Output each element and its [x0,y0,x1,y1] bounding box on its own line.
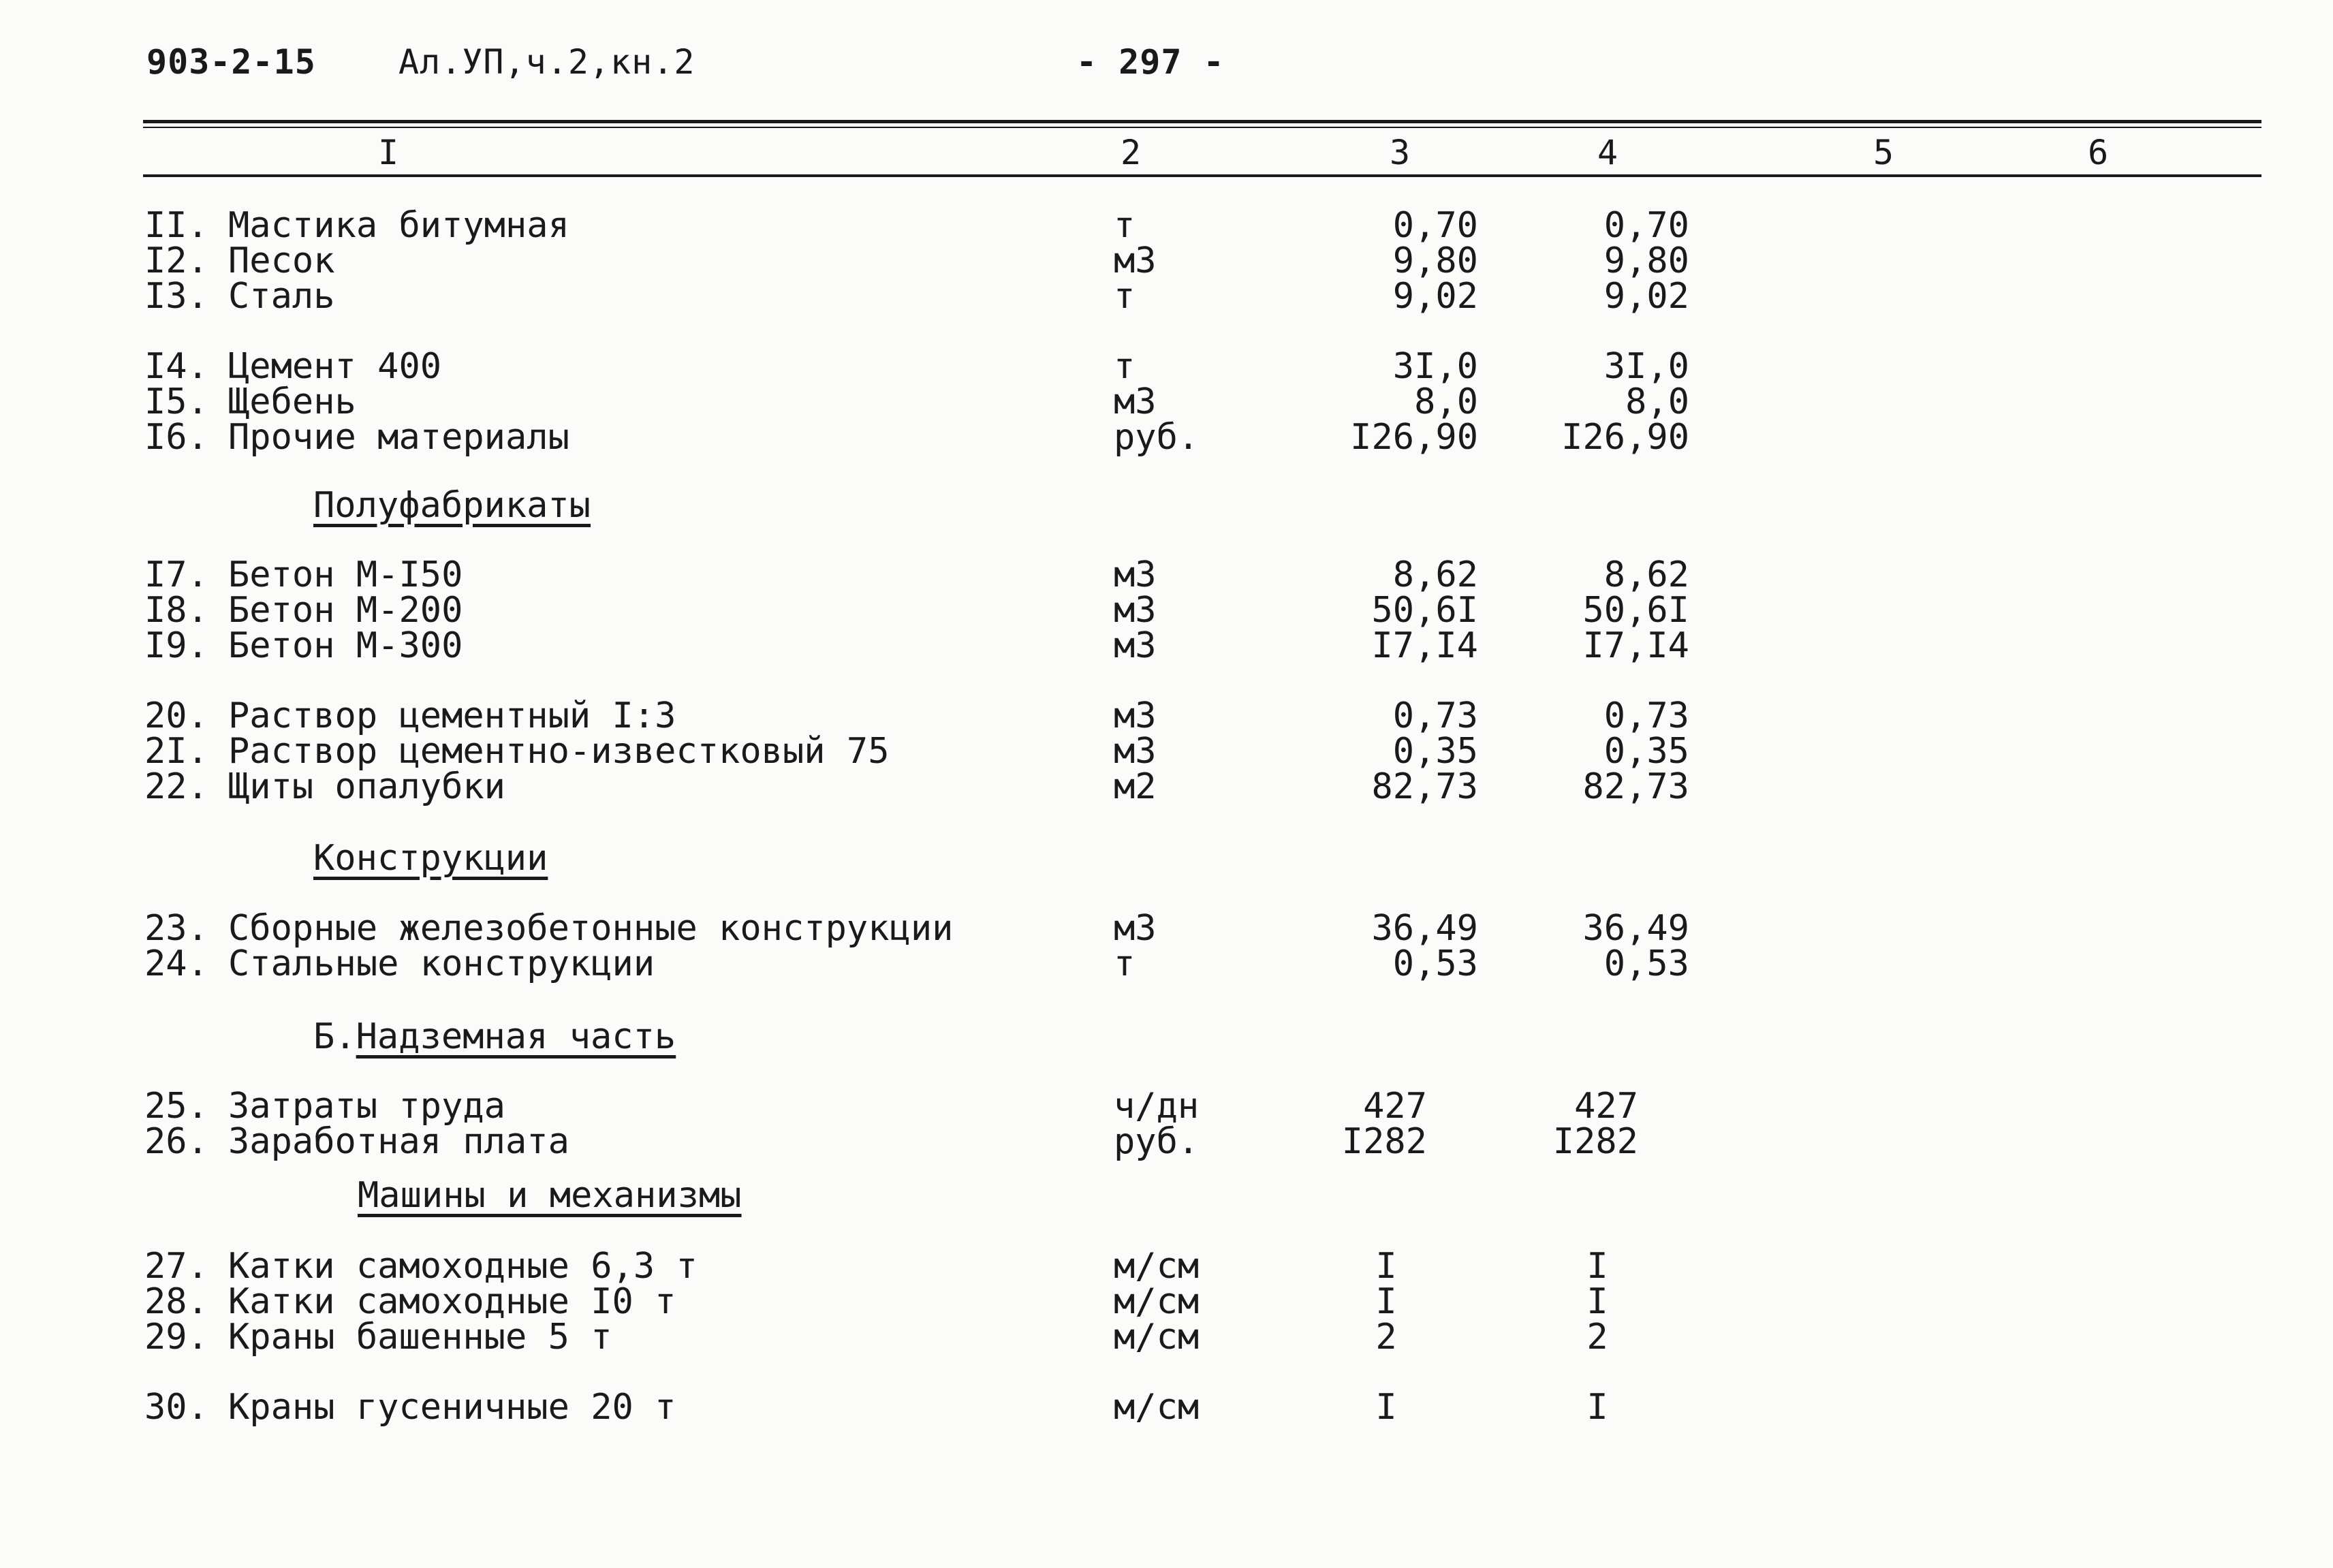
section-title-text: Машины и механизмы [358,1175,742,1216]
value-col-3: 50,6I [1371,590,1478,631]
item-name: Сборные железобетонные конструкции [228,908,954,949]
table-row [0,240,2333,281]
row-number: I9. [144,625,208,666]
value-col-3: 36,49 [1371,908,1478,949]
value-col-4: I [1586,1246,1608,1287]
table-row [0,1086,2333,1127]
table-row [0,943,2333,984]
table-row [0,381,2333,422]
row-number: 28. [144,1281,208,1322]
value-col-3: 82,73 [1371,766,1478,807]
value-col-3: I26,90 [1350,417,1478,458]
table-row [0,205,2333,246]
item-name: Краны гусеничные 20 т [228,1387,676,1428]
row-number: 24. [144,943,208,984]
value-col-4: 8,62 [1603,554,1689,595]
unit: т [1114,943,1136,984]
table-row [0,1246,2333,1287]
table-row [0,1121,2333,1162]
value-col-3: 8,62 [1392,554,1478,595]
table-row [0,276,2333,317]
item-name: Песок [228,240,335,281]
item-name: Бетон М-I50 [228,554,463,595]
row-number: I5. [144,381,208,422]
page-number: - 297 - [1076,42,1225,82]
column-header-1: I [377,133,399,172]
column-header-4: 4 [1597,133,1618,172]
row-number: I4. [144,346,208,387]
row-number: 27. [144,1246,208,1287]
item-name: Заработная плата [228,1121,569,1162]
unit: м3 [1114,554,1157,595]
item-name: Сталь [228,276,335,317]
value-col-3: I [1375,1281,1397,1322]
unit: м3 [1114,381,1157,422]
table-header-rule [143,174,2261,177]
row-number: 22. [144,766,208,807]
value-col-4: 9,80 [1603,240,1689,281]
value-col-3: 0,35 [1392,731,1478,772]
unit: ч/дн [1114,1086,1200,1127]
row-number: I8. [144,590,208,631]
unit: м3 [1114,590,1157,631]
table-row [0,1387,2333,1428]
value-col-3: I [1375,1246,1397,1287]
table-row [0,731,2333,772]
value-col-4: 0,70 [1603,205,1689,246]
row-number: I6. [144,417,208,458]
section-title [313,1016,676,1057]
row-number: I3. [144,276,208,317]
table-top-rule [143,120,2261,123]
value-col-4: 427 [1574,1086,1638,1127]
unit: т [1114,205,1136,246]
item-name: Катки самоходные 6,3 т [228,1246,698,1287]
item-name: Цемент 400 [228,346,442,387]
value-col-4: I [1586,1387,1608,1428]
row-number: 26. [144,1121,208,1162]
unit: м3 [1114,240,1157,281]
value-col-3: I7,I4 [1371,625,1478,666]
value-col-4: I26,90 [1561,417,1689,458]
column-header-6: 6 [2087,133,2109,172]
table-row [0,590,2333,631]
value-col-4: 3I,0 [1603,346,1689,387]
row-number: I7. [144,554,208,595]
column-header-5: 5 [1873,133,1894,172]
value-col-4: 0,53 [1603,943,1689,984]
value-col-4: 82,73 [1582,766,1689,807]
unit: м/см [1114,1281,1200,1322]
unit: т [1114,346,1136,387]
item-name: Бетон М-300 [228,625,463,666]
unit: руб. [1114,1121,1200,1162]
unit: м/см [1114,1387,1200,1428]
value-col-3: I [1375,1387,1397,1428]
item-name: Раствор цементный I:3 [228,695,676,736]
value-col-3: 8,0 [1414,381,1478,422]
table-row [0,1317,2333,1358]
unit: м3 [1114,908,1157,949]
item-name: Краны башенные 5 т [228,1317,612,1358]
value-col-4: 9,02 [1603,276,1689,317]
value-col-4: 50,6I [1582,590,1689,631]
item-name: Мастика битумная [228,205,569,246]
item-name: Щиты опалубки [228,766,505,807]
value-col-3: 2 [1375,1317,1397,1358]
value-col-3: 9,02 [1392,276,1478,317]
row-number: 20. [144,695,208,736]
value-col-4: 36,49 [1582,908,1689,949]
table-row [0,417,2333,458]
row-number: 30. [144,1387,208,1428]
unit: м2 [1114,766,1157,807]
item-name: Прочие материалы [228,417,569,458]
row-number: 23. [144,908,208,949]
value-col-4: I [1586,1281,1608,1322]
section-title-text: Конструкции [313,838,548,879]
table-row [0,1281,2333,1322]
section-title-text: Полуфабрикаты [313,485,591,526]
unit: м/см [1114,1317,1200,1358]
row-number: 29. [144,1317,208,1358]
value-col-3: 0,73 [1392,695,1478,736]
table-row [0,766,2333,807]
value-col-3: I282 [1341,1121,1427,1162]
value-col-4: I7,I4 [1582,625,1689,666]
album-reference: Ал.УП,ч.2,кн.2 [398,42,695,82]
value-col-3: 427 [1363,1086,1427,1127]
item-name: Затраты труда [228,1086,505,1127]
row-number: 2I. [144,731,208,772]
unit: м3 [1114,695,1157,736]
item-name: Бетон М-200 [228,590,463,631]
section-title [313,838,548,879]
table-row [0,346,2333,387]
section-title-text: Надземная часть [356,1016,676,1057]
row-number: I2. [144,240,208,281]
section-title [313,485,591,526]
row-number: 25. [144,1086,208,1127]
table-top-rule-thin [143,127,2261,128]
column-header-2: 2 [1120,133,1142,172]
value-col-3: 9,80 [1392,240,1478,281]
value-col-3: 0,70 [1392,205,1478,246]
item-name: Раствор цементно-известковый 75 [228,731,890,772]
value-col-4: 8,0 [1625,381,1689,422]
table-row [0,554,2333,595]
document-code: 903-2-15 [146,42,316,82]
value-col-4: 2 [1586,1317,1608,1358]
value-col-3: 3I,0 [1392,346,1478,387]
unit: м/см [1114,1246,1200,1287]
item-name: Стальные конструкции [228,943,655,984]
unit: м3 [1114,625,1157,666]
item-name: Щебень [228,381,356,422]
section-title [358,1175,742,1216]
value-col-4: 0,35 [1603,731,1689,772]
table-row [0,625,2333,666]
item-name: Катки самоходные I0 т [228,1281,676,1322]
table-row [0,908,2333,949]
value-col-3: 0,53 [1392,943,1478,984]
column-header-3: 3 [1389,133,1411,172]
table-row [0,695,2333,736]
row-number: II. [144,205,208,246]
value-col-4: 0,73 [1603,695,1689,736]
section-title-prefix: Б. [313,1016,356,1057]
value-col-4: I282 [1552,1121,1638,1162]
unit: руб. [1114,417,1200,458]
unit: м3 [1114,731,1157,772]
unit: т [1114,276,1136,317]
